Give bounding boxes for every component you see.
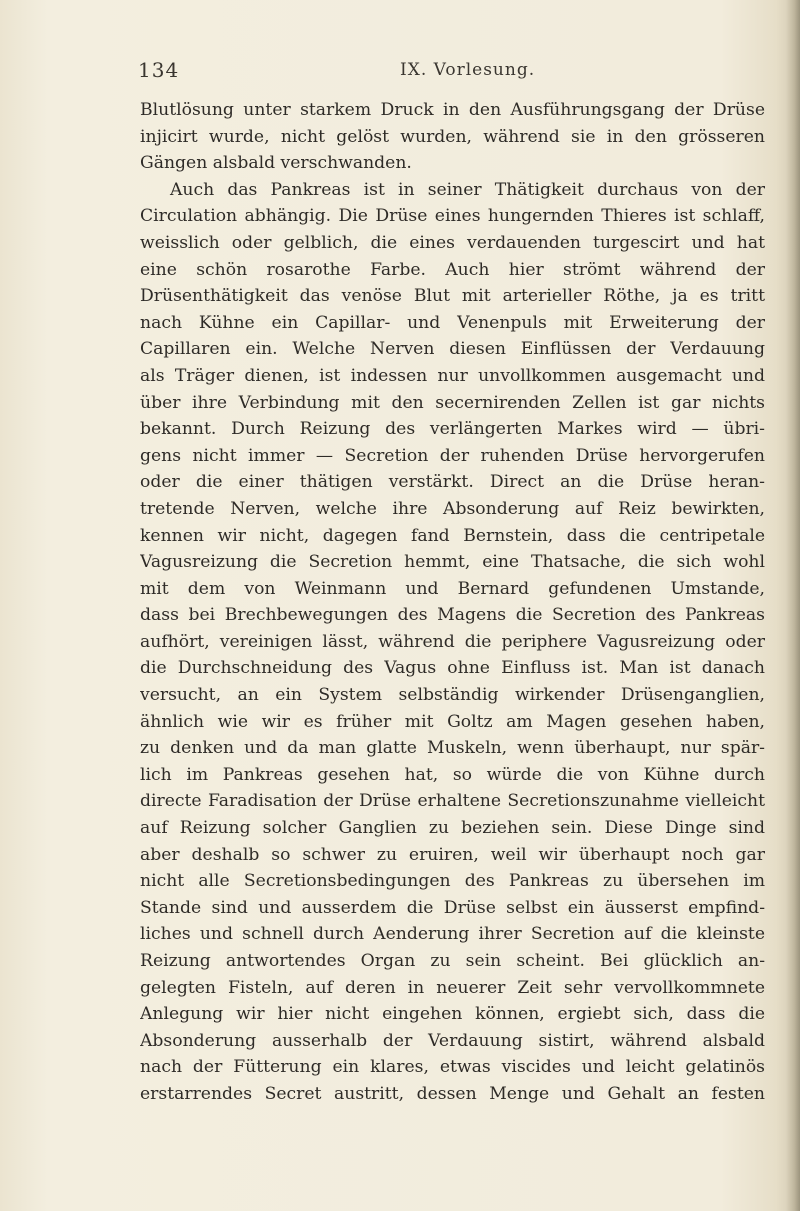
text-line: bekannt. Durch Reizung des verlängerten Markes wird — übri- — [140, 419, 765, 440]
text-line: ähnlich wie wir es früher mit Goltz am Magen gesehen haben, — [140, 711, 765, 732]
text-line: Drüsenthätigkeit das venöse Blut mit arterieller Röthe, ja es tritt — [140, 286, 765, 307]
text-line: dass bei Brechbewegungen des Magens die Secretion des Pankreas — [140, 605, 765, 626]
text-line: weisslich oder gelblich, die eines verdauenden turgescirt und hat — [140, 232, 765, 253]
text-line: eine schön rosarothe Farbe. Auch hier strömt während der — [140, 259, 765, 280]
text-line: nach Kühne ein Capillar- und Venenpuls mit Erweiterung der — [140, 312, 765, 333]
text-line: Capillaren ein. Welche Nerven diesen Einflüssen der Verdauung — [140, 339, 765, 360]
text-line: auf Reizung solcher Ganglien zu beziehen sein. Diese Dinge sind — [140, 818, 765, 839]
text-line: erstarrendes Secret austritt, dessen Menge und Gehalt an festen — [140, 1083, 765, 1104]
text-line: Auch das Pankreas ist in seiner Thätigkeit durchaus von der — [170, 179, 765, 200]
text-line: gelegten Fisteln, auf deren in neuerer Zeit sehr vervollkommnete — [140, 977, 765, 998]
text-line: über ihre Verbindung mit den secernirenden Zellen ist gar nichts — [140, 392, 765, 413]
text-line: oder die einer thätigen verstärkt. Direct an die Drüse heran- — [140, 472, 765, 493]
text-line: tretende Nerven, welche ihre Absonderung auf Reiz bewirkten, — [140, 498, 765, 519]
page-edge-shadow — [786, 0, 800, 1211]
body-text — [140, 97, 765, 1108]
text-line: liches und schnell durch Aenderung ihrer Secretion auf die kleinste — [140, 924, 765, 945]
text-line: mit dem von Weinmann und Bernard gefundenen Umstande, — [140, 578, 765, 599]
text-line: gens nicht immer — Secretion der ruhenden Drüse hervorgerufen — [140, 445, 765, 466]
text-line: directe Faradisation der Drüse erhaltene Secretionszunahme vielleicht — [140, 791, 765, 812]
text-line: Absonderung ausserhalb der Verdauung sistirt, während alsbald — [140, 1030, 765, 1051]
text-line: nach der Fütterung ein klares, etwas viscides und leicht gelatinös — [140, 1057, 765, 1078]
text-line: versucht, an ein System selbständig wirkender Drüsenganglien, — [140, 685, 765, 706]
text-line: kennen wir nicht, dagegen fand Bernstein, dass die centripetale — [140, 525, 765, 546]
text-line: Blutlösung unter starkem Druck in den Ausführungsgang der Drüse — [140, 100, 765, 120]
text-line: aber deshalb so schwer zu eruiren, weil wir überhaupt noch gar — [140, 844, 765, 865]
text-line: nicht alle Secretionsbedingungen des Pankreas zu übersehen im — [140, 871, 765, 892]
text-line: lich im Pankreas gesehen hat, so würde die von Kühne durch — [140, 764, 765, 785]
running-head: IX. Vorlesung. — [400, 60, 536, 80]
page-number: 134 — [138, 58, 180, 82]
page-header — [138, 58, 768, 88]
text-line: Reizung antwortendes Organ zu sein scheint. Bei glücklich an- — [140, 951, 765, 971]
text-line: injicirt wurde, nicht gelöst wurden, während sie in den grösseren — [140, 126, 765, 147]
text-line: Vagusreizung die Secretion hemmt, eine Thatsache, die sich wohl — [140, 552, 765, 573]
text-line: aufhört, vereinigen lässt, während die periphere Vagusreizung oder — [140, 631, 765, 652]
text-line: Stande sind und ausserdem die Drüse selbst ein äusserst empfind- — [140, 897, 765, 918]
text-line: Anlegung wir hier nicht eingehen können, ergiebt sich, dass die — [140, 1004, 765, 1025]
text-line: zu denken und da man glatte Muskeln, wenn überhaupt, nur spär- — [140, 738, 765, 759]
text-line: als Träger dienen, ist indessen nur unvollkommen ausgemacht und — [140, 365, 765, 386]
text-line: die Durchschneidung des Vagus ohne Einfluss ist. Man ist danach — [140, 658, 765, 679]
text-line: Circulation abhängig. Die Drüse eines hungernden Thieres ist schlaff, — [140, 206, 765, 227]
text-line: Gängen alsbald verschwanden. — [140, 153, 412, 174]
